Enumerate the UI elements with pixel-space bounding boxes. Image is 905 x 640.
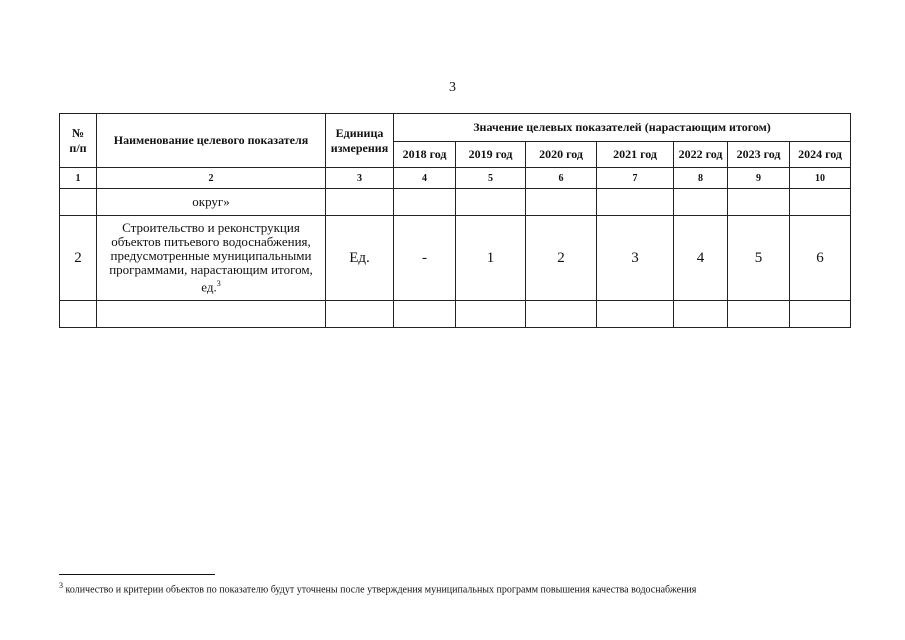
row-value: 3 [597, 216, 674, 301]
row-value: 4 [674, 216, 728, 301]
column-index: 10 [790, 168, 851, 189]
indicators-table [59, 113, 851, 328]
column-index: 7 [597, 168, 674, 189]
header-unit: Единица измерения [326, 114, 394, 168]
column-index-row [60, 168, 851, 189]
row-num: 2 [60, 216, 97, 301]
column-index: 4 [394, 168, 456, 189]
header-year: 2018 год [394, 142, 456, 168]
continuation-row [60, 189, 851, 216]
header-year: 2021 год [597, 142, 674, 168]
footnote [59, 581, 696, 595]
row-name: Строительство и реконструкция объектов питьевого водоснабжения, предусмотренные муниципальными программами, нарастающим итогом, ед. [109, 220, 313, 295]
row-value: 1 [456, 216, 526, 301]
footnote-ref: 3 [216, 279, 221, 289]
empty-row [60, 301, 851, 328]
footnote-mark: 3 [59, 581, 63, 590]
column-index: 3 [326, 168, 394, 189]
column-index: 2 [97, 168, 326, 189]
column-index: 9 [728, 168, 790, 189]
row-value: 6 [790, 216, 851, 301]
header-name: Наименование целевого показателя [97, 114, 326, 168]
header-num: № п/п [60, 114, 97, 168]
column-index: 8 [674, 168, 728, 189]
header-row [60, 114, 851, 142]
column-index: 1 [60, 168, 97, 189]
column-index: 6 [526, 168, 597, 189]
header-year: 2019 год [456, 142, 526, 168]
page-number: 3 [449, 80, 456, 95]
header-year: 2022 год [674, 142, 728, 168]
row-value: 5 [728, 216, 790, 301]
continuation-text: округ» [97, 189, 326, 216]
row-unit: Ед. [326, 216, 394, 301]
row-value: 2 [526, 216, 597, 301]
header-year: 2023 год [728, 142, 790, 168]
column-index: 5 [456, 168, 526, 189]
footnote-text: количество и критерии объектов по показателю будут уточнены после утверждения муниципальных программ повышения качества водоснабжения [63, 584, 697, 596]
header-year: 2020 год [526, 142, 597, 168]
row-name-cell [97, 216, 326, 301]
table-row [60, 216, 851, 301]
row-value: - [394, 216, 456, 301]
header-values-group: Значение целевых показателей (нарастающим итогом) [394, 114, 851, 142]
footnote-divider [59, 574, 215, 575]
header-year: 2024 год [790, 142, 851, 168]
